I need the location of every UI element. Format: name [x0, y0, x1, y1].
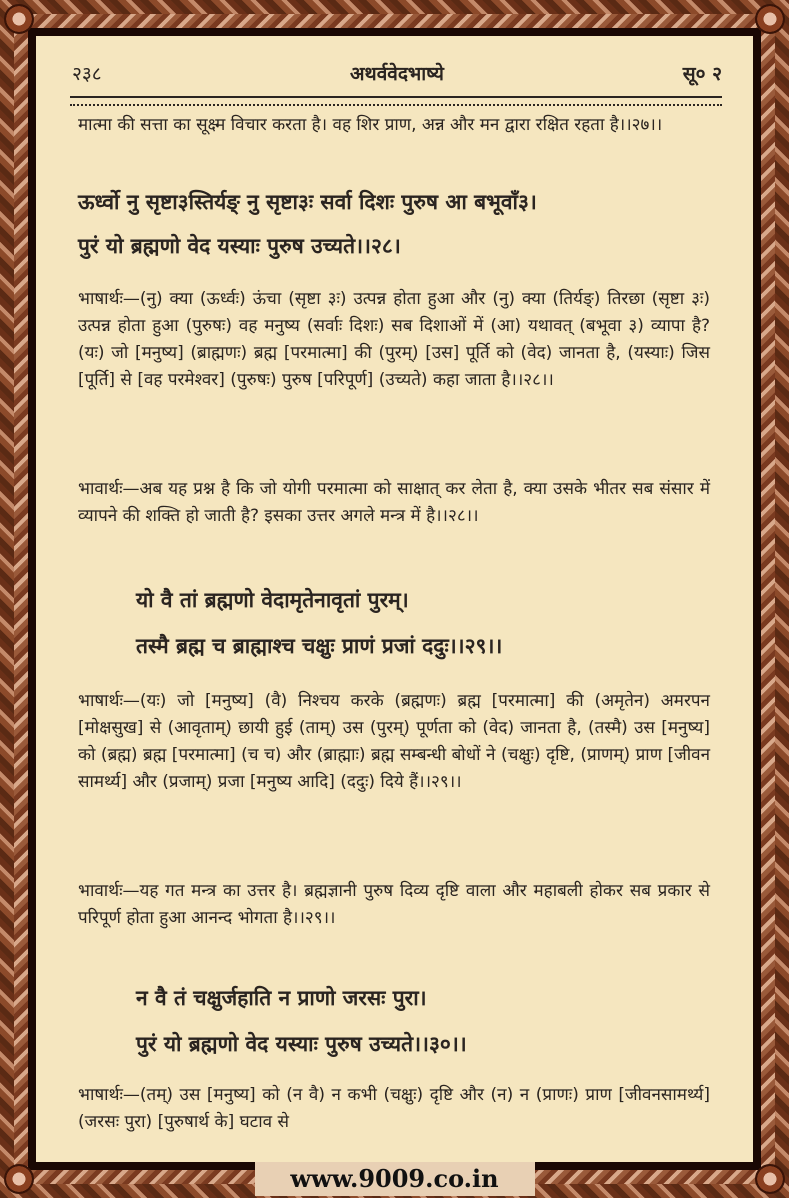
mantra-line: तस्मै ब्रह्म च ब्राह्माश्च चक्षुः प्राणं प्रजां ददुः।।२९।।	[136, 634, 503, 658]
page-number: २३८	[72, 63, 102, 85]
mantra-line: पुरं यो ब्रह्मणो वेद यस्याः पुरुष उच्यते।।३०।।	[136, 1032, 467, 1056]
purport-paragraph: भावार्थः—यह गत मन्त्र का उत्तर है। ब्रह्मज्ञानी पुरुष दिव्य दृष्टि वाला और महाबली होकर सब प्रकार से परिपूर्ण होता हुआ आनन्द भोगता है।।२९।।	[78, 881, 710, 928]
mantra-line: पुरं यो ब्रह्मणो वेद यस्याः पुरुष उच्यते।।२८।	[78, 234, 401, 258]
book-title: अथर्ववेदभाष्ये	[350, 63, 444, 85]
translation-paragraph: भाषार्थः—(तम्) उस [मनुष्य] को (न वै) न कभी (चक्षुः) दृष्टि और (न) न (प्राणः) प्राण [जीवनसामर्थ्य] (जरसः पुरा) [पुरुषार्थ के] घटाव से	[78, 1085, 710, 1132]
header-rule	[70, 96, 722, 106]
book-page	[36, 36, 753, 1162]
mantra-line: यो वै तां ब्रह्मणो वेदामृतेनावृतां पुरम्।	[136, 588, 409, 612]
purport-paragraph: भावार्थः—अब यह प्रश्न है कि जो योगी परमात्मा को साक्षात् कर लेता है, क्या उसके भीतर सब संसार में व्यापने की शक्ति हो जाती है? इसका उत्तर अगले मन्त्र में है।।२८।।	[78, 479, 710, 526]
mantra-line: न वै तं चक्षुर्जहाति न प्राणो जरसः पुरा।	[136, 986, 427, 1010]
translation-paragraph: भाषार्थः—(यः) जो [मनुष्य] (वै) निश्चय करके (ब्रह्मणः) ब्रह्म [परमात्मा] की (अमृतेन) अमरपन [मोक्षसुख] से (आवृताम्) छायी हुई (ताम्) उस (पुरम्) पूर्णता को (वेद) जानता है, (तस्मै) उस [मनुष्य] को (ब्रह्म) ब्रह्म [परमात्मा] (च च) और (ब्राह्माः) ब्रह्म सम्बन्धी बोधों ने (चक्षुः) दृष्टि, (प्राणम्) प्राण [जीवन सामर्थ्य] और (प्रजाम्) प्रजा [मनुष्य आदि] (ददुः) दिये हैं।।२९।।	[78, 691, 710, 792]
corner-ornament	[755, 4, 785, 34]
sukta-number: सू० २	[682, 63, 722, 85]
paragraph: मात्मा की सत्ता का सूक्ष्म विचार करता है। वह शिर प्राण, अन्न और मन द्वारा रक्षित रहता है।।२७।।	[78, 115, 663, 135]
corner-ornament	[4, 4, 34, 34]
page-header	[72, 60, 722, 90]
website-watermark: www.9009.co.in	[290, 1164, 499, 1193]
mantra-line: ऊर्ध्वो नु सृष्टा३स्तिर्यङ् नु सृष्टा३ः सर्वा दिशः पुरुष आ बभूवाँ३।	[78, 190, 537, 214]
translation-paragraph: भाषार्थः—(नु) क्या (ऊर्ध्वः) ऊंचा (सृष्टा ३ः) उत्पन्न होता हुआ और (नु) क्या (तिर्यङ्) तिरछा (सृष्टा ३ः) उत्पन्न होता हुआ (पुरुषः) वह मनुष्य (सर्वाः दिशः) सब दिशाओं में (आ) यथावत् (बभूवा ३) व्यापा है? (यः) जो [मनुष्य] (ब्राह्मणः) ब्रह्म [परमात्मा] की (पुरम्) [उस] पूर्ति को (वेद) जानता है, (यस्याः) जिस [पूर्ति] से [वह परमेश्वर] (पुरुषः) पुरुष [परिपूर्ण] (उच्यते) कहा जाता है।।२८।।	[78, 289, 710, 390]
